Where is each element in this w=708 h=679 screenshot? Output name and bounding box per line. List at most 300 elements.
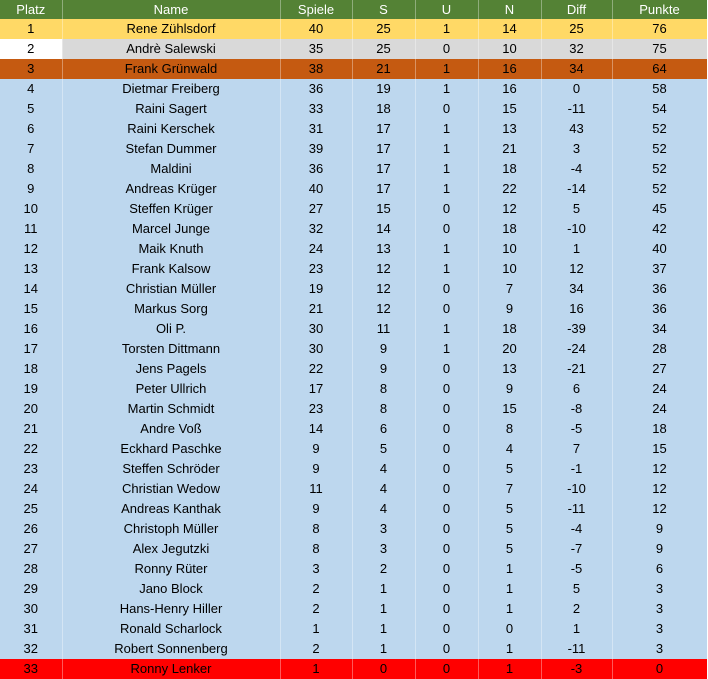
- cell-name: Andreas Kanthak: [62, 499, 280, 519]
- cell-platz: 23: [0, 459, 62, 479]
- cell-s: 5: [352, 439, 415, 459]
- cell-u: 0: [415, 579, 478, 599]
- cell-spiele: 8: [280, 539, 352, 559]
- cell-n: 10: [478, 259, 541, 279]
- cell-u: 1: [415, 319, 478, 339]
- header-name: Name: [62, 0, 280, 19]
- table-row: [0, 599, 707, 619]
- cell-u: 0: [415, 559, 478, 579]
- cell-diff: 3: [541, 139, 612, 159]
- cell-diff: -10: [541, 219, 612, 239]
- cell-s: 21: [352, 59, 415, 79]
- cell-name: Steffen Krüger: [62, 199, 280, 219]
- table-row: [0, 159, 707, 179]
- cell-name: Eckhard Paschke: [62, 439, 280, 459]
- cell-s: 25: [352, 19, 415, 39]
- cell-spiele: 22: [280, 359, 352, 379]
- cell-name: Rene Zühlsdorf: [62, 19, 280, 39]
- cell-s: 4: [352, 499, 415, 519]
- cell-spiele: 30: [280, 319, 352, 339]
- cell-s: 17: [352, 119, 415, 139]
- cell-s: 3: [352, 519, 415, 539]
- cell-punkte: 52: [612, 119, 707, 139]
- cell-platz: 8: [0, 159, 62, 179]
- cell-diff: 5: [541, 199, 612, 219]
- cell-name: Raini Kerschek: [62, 119, 280, 139]
- cell-spiele: 30: [280, 339, 352, 359]
- cell-punkte: 34: [612, 319, 707, 339]
- cell-punkte: 45: [612, 199, 707, 219]
- cell-punkte: 52: [612, 159, 707, 179]
- cell-spiele: 1: [280, 619, 352, 639]
- cell-s: 9: [352, 339, 415, 359]
- cell-spiele: 9: [280, 459, 352, 479]
- cell-u: 0: [415, 659, 478, 679]
- table-row: [0, 379, 707, 399]
- cell-punkte: 12: [612, 479, 707, 499]
- cell-u: 0: [415, 419, 478, 439]
- cell-punkte: 36: [612, 299, 707, 319]
- cell-u: 0: [415, 519, 478, 539]
- cell-u: 0: [415, 219, 478, 239]
- cell-s: 8: [352, 399, 415, 419]
- cell-u: 1: [415, 339, 478, 359]
- table-row: [0, 459, 707, 479]
- cell-punkte: 36: [612, 279, 707, 299]
- cell-n: 13: [478, 119, 541, 139]
- cell-u: 1: [415, 119, 478, 139]
- header-punkte: Punkte: [612, 0, 707, 19]
- cell-name: Maldini: [62, 159, 280, 179]
- cell-diff: -4: [541, 159, 612, 179]
- cell-diff: 2: [541, 599, 612, 619]
- table-row: [0, 19, 707, 39]
- cell-platz: 17: [0, 339, 62, 359]
- cell-u: 0: [415, 479, 478, 499]
- cell-u: 1: [415, 179, 478, 199]
- cell-platz: 20: [0, 399, 62, 419]
- cell-platz: 11: [0, 219, 62, 239]
- cell-s: 1: [352, 579, 415, 599]
- cell-u: 0: [415, 619, 478, 639]
- cell-n: 18: [478, 219, 541, 239]
- cell-name: Andre Voß: [62, 419, 280, 439]
- cell-n: 7: [478, 279, 541, 299]
- cell-diff: -24: [541, 339, 612, 359]
- cell-spiele: 36: [280, 79, 352, 99]
- cell-s: 14: [352, 219, 415, 239]
- cell-spiele: 2: [280, 579, 352, 599]
- cell-spiele: 24: [280, 239, 352, 259]
- cell-spiele: 23: [280, 399, 352, 419]
- cell-name: Robert Sonnenberg: [62, 639, 280, 659]
- table-row: [0, 319, 707, 339]
- cell-platz: 6: [0, 119, 62, 139]
- cell-s: 15: [352, 199, 415, 219]
- cell-diff: -21: [541, 359, 612, 379]
- cell-name: Christian Müller: [62, 279, 280, 299]
- cell-u: 1: [415, 259, 478, 279]
- cell-s: 12: [352, 279, 415, 299]
- cell-u: 1: [415, 19, 478, 39]
- cell-s: 3: [352, 539, 415, 559]
- cell-n: 16: [478, 79, 541, 99]
- cell-diff: 43: [541, 119, 612, 139]
- cell-s: 17: [352, 159, 415, 179]
- cell-spiele: 2: [280, 639, 352, 659]
- cell-platz: 16: [0, 319, 62, 339]
- cell-n: 15: [478, 99, 541, 119]
- table-row: [0, 79, 707, 99]
- cell-u: 0: [415, 299, 478, 319]
- cell-n: 7: [478, 479, 541, 499]
- cell-diff: -3: [541, 659, 612, 679]
- cell-n: 9: [478, 299, 541, 319]
- cell-punkte: 75: [612, 39, 707, 59]
- cell-punkte: 12: [612, 459, 707, 479]
- cell-platz: 1: [0, 19, 62, 39]
- cell-name: Christoph Müller: [62, 519, 280, 539]
- cell-platz: 21: [0, 419, 62, 439]
- cell-u: 0: [415, 199, 478, 219]
- cell-punkte: 52: [612, 139, 707, 159]
- cell-punkte: 27: [612, 359, 707, 379]
- cell-platz: 24: [0, 479, 62, 499]
- cell-platz: 22: [0, 439, 62, 459]
- cell-spiele: 32: [280, 219, 352, 239]
- cell-n: 5: [478, 519, 541, 539]
- cell-spiele: 3: [280, 559, 352, 579]
- cell-n: 10: [478, 39, 541, 59]
- cell-u: 0: [415, 359, 478, 379]
- cell-spiele: 39: [280, 139, 352, 159]
- cell-name: Maik Knuth: [62, 239, 280, 259]
- cell-platz: 18: [0, 359, 62, 379]
- table-row: [0, 299, 707, 319]
- cell-name: Ronald Scharlock: [62, 619, 280, 639]
- cell-spiele: 23: [280, 259, 352, 279]
- cell-u: 0: [415, 279, 478, 299]
- cell-punkte: 3: [612, 579, 707, 599]
- cell-platz: 32: [0, 639, 62, 659]
- cell-s: 4: [352, 479, 415, 499]
- cell-punkte: 58: [612, 79, 707, 99]
- table-row: [0, 339, 707, 359]
- cell-u: 0: [415, 499, 478, 519]
- table-row: [0, 39, 707, 59]
- cell-n: 10: [478, 239, 541, 259]
- table-row: [0, 119, 707, 139]
- cell-s: 25: [352, 39, 415, 59]
- cell-s: 6: [352, 419, 415, 439]
- cell-s: 8: [352, 379, 415, 399]
- cell-n: 1: [478, 639, 541, 659]
- cell-u: 0: [415, 439, 478, 459]
- cell-s: 18: [352, 99, 415, 119]
- cell-punkte: 6: [612, 559, 707, 579]
- cell-s: 0: [352, 659, 415, 679]
- cell-punkte: 28: [612, 339, 707, 359]
- cell-diff: 34: [541, 279, 612, 299]
- cell-diff: 7: [541, 439, 612, 459]
- table-row: [0, 639, 707, 659]
- cell-n: 9: [478, 379, 541, 399]
- cell-punkte: 24: [612, 399, 707, 419]
- cell-u: 1: [415, 59, 478, 79]
- cell-s: 2: [352, 559, 415, 579]
- cell-punkte: 54: [612, 99, 707, 119]
- cell-punkte: 76: [612, 19, 707, 39]
- cell-s: 13: [352, 239, 415, 259]
- table-row: [0, 59, 707, 79]
- header-n: N: [478, 0, 541, 19]
- cell-punkte: 52: [612, 179, 707, 199]
- cell-punkte: 64: [612, 59, 707, 79]
- table-row: [0, 399, 707, 419]
- table-row: [0, 359, 707, 379]
- table-row: [0, 499, 707, 519]
- cell-punkte: 9: [612, 539, 707, 559]
- header-row: [0, 0, 707, 19]
- cell-n: 22: [478, 179, 541, 199]
- cell-diff: -11: [541, 99, 612, 119]
- cell-s: 1: [352, 639, 415, 659]
- cell-spiele: 1: [280, 659, 352, 679]
- cell-platz: 12: [0, 239, 62, 259]
- cell-platz: 28: [0, 559, 62, 579]
- cell-s: 9: [352, 359, 415, 379]
- cell-platz: 19: [0, 379, 62, 399]
- cell-u: 0: [415, 599, 478, 619]
- table-row: [0, 479, 707, 499]
- cell-diff: 5: [541, 579, 612, 599]
- cell-diff: 1: [541, 619, 612, 639]
- cell-name: Christian Wedow: [62, 479, 280, 499]
- cell-n: 12: [478, 199, 541, 219]
- table-row: [0, 139, 707, 159]
- cell-u: 1: [415, 239, 478, 259]
- table-row: [0, 579, 707, 599]
- cell-diff: 16: [541, 299, 612, 319]
- cell-name: Steffen Schröder: [62, 459, 280, 479]
- cell-n: 15: [478, 399, 541, 419]
- cell-s: 1: [352, 619, 415, 639]
- cell-spiele: 38: [280, 59, 352, 79]
- table-row: [0, 439, 707, 459]
- cell-punkte: 3: [612, 599, 707, 619]
- cell-diff: -14: [541, 179, 612, 199]
- cell-diff: -5: [541, 419, 612, 439]
- cell-name: Raini Sagert: [62, 99, 280, 119]
- cell-diff: 12: [541, 259, 612, 279]
- cell-u: 1: [415, 79, 478, 99]
- cell-diff: 1: [541, 239, 612, 259]
- cell-spiele: 19: [280, 279, 352, 299]
- cell-spiele: 21: [280, 299, 352, 319]
- cell-name: Frank Grünwald: [62, 59, 280, 79]
- cell-spiele: 9: [280, 439, 352, 459]
- cell-n: 18: [478, 319, 541, 339]
- cell-n: 5: [478, 499, 541, 519]
- table-row: [0, 199, 707, 219]
- cell-s: 19: [352, 79, 415, 99]
- cell-n: 1: [478, 559, 541, 579]
- cell-platz: 13: [0, 259, 62, 279]
- cell-name: Oli P.: [62, 319, 280, 339]
- cell-name: Markus Sorg: [62, 299, 280, 319]
- cell-platz: 30: [0, 599, 62, 619]
- cell-s: 12: [352, 299, 415, 319]
- cell-u: 1: [415, 139, 478, 159]
- cell-platz: 15: [0, 299, 62, 319]
- cell-name: Jens Pagels: [62, 359, 280, 379]
- cell-name: Ronny Lenker: [62, 659, 280, 679]
- table-row: [0, 179, 707, 199]
- cell-platz: 5: [0, 99, 62, 119]
- table-row: [0, 559, 707, 579]
- cell-name: Frank Kalsow: [62, 259, 280, 279]
- cell-punkte: 9: [612, 519, 707, 539]
- cell-n: 16: [478, 59, 541, 79]
- header-u: U: [415, 0, 478, 19]
- cell-platz: 3: [0, 59, 62, 79]
- cell-s: 17: [352, 139, 415, 159]
- cell-platz: 33: [0, 659, 62, 679]
- cell-diff: -11: [541, 499, 612, 519]
- cell-n: 5: [478, 539, 541, 559]
- cell-diff: -5: [541, 559, 612, 579]
- cell-u: 0: [415, 399, 478, 419]
- cell-s: 11: [352, 319, 415, 339]
- cell-u: 0: [415, 39, 478, 59]
- cell-n: 1: [478, 599, 541, 619]
- cell-spiele: 35: [280, 39, 352, 59]
- cell-name: Dietmar Freiberg: [62, 79, 280, 99]
- cell-n: 20: [478, 339, 541, 359]
- cell-punkte: 37: [612, 259, 707, 279]
- cell-n: 18: [478, 159, 541, 179]
- table-row: [0, 419, 707, 439]
- cell-name: Stefan Dummer: [62, 139, 280, 159]
- cell-diff: -8: [541, 399, 612, 419]
- cell-name: Jano Block: [62, 579, 280, 599]
- cell-punkte: 15: [612, 439, 707, 459]
- cell-punkte: 3: [612, 639, 707, 659]
- cell-punkte: 40: [612, 239, 707, 259]
- cell-n: 1: [478, 579, 541, 599]
- cell-platz: 2: [0, 39, 62, 59]
- table-row: [0, 619, 707, 639]
- header-platz: Platz: [0, 0, 62, 19]
- cell-diff: 25: [541, 19, 612, 39]
- cell-punkte: 18: [612, 419, 707, 439]
- cell-spiele: 2: [280, 599, 352, 619]
- cell-platz: 29: [0, 579, 62, 599]
- cell-punkte: 3: [612, 619, 707, 639]
- cell-u: 0: [415, 539, 478, 559]
- cell-diff: -7: [541, 539, 612, 559]
- table-row: [0, 219, 707, 239]
- cell-punkte: 12: [612, 499, 707, 519]
- cell-punkte: 0: [612, 659, 707, 679]
- cell-name: Andreas Krüger: [62, 179, 280, 199]
- cell-spiele: 33: [280, 99, 352, 119]
- cell-diff: -4: [541, 519, 612, 539]
- table-row: [0, 279, 707, 299]
- table-row: [0, 99, 707, 119]
- cell-diff: -11: [541, 639, 612, 659]
- cell-name: Peter Ullrich: [62, 379, 280, 399]
- cell-n: 4: [478, 439, 541, 459]
- standings-body: [0, 19, 707, 679]
- table-row: [0, 519, 707, 539]
- cell-punkte: 42: [612, 219, 707, 239]
- cell-spiele: 11: [280, 479, 352, 499]
- cell-diff: -39: [541, 319, 612, 339]
- cell-platz: 31: [0, 619, 62, 639]
- cell-u: 0: [415, 459, 478, 479]
- cell-spiele: 27: [280, 199, 352, 219]
- cell-platz: 25: [0, 499, 62, 519]
- cell-name: Marcel Junge: [62, 219, 280, 239]
- cell-n: 0: [478, 619, 541, 639]
- cell-n: 13: [478, 359, 541, 379]
- cell-diff: 0: [541, 79, 612, 99]
- cell-n: 5: [478, 459, 541, 479]
- cell-name: Martin Schmidt: [62, 399, 280, 419]
- cell-name: Hans-Henry Hiller: [62, 599, 280, 619]
- cell-spiele: 31: [280, 119, 352, 139]
- cell-platz: 26: [0, 519, 62, 539]
- cell-platz: 10: [0, 199, 62, 219]
- cell-n: 1: [478, 659, 541, 679]
- cell-punkte: 24: [612, 379, 707, 399]
- cell-platz: 14: [0, 279, 62, 299]
- cell-platz: 4: [0, 79, 62, 99]
- cell-diff: -1: [541, 459, 612, 479]
- cell-n: 21: [478, 139, 541, 159]
- cell-u: 0: [415, 99, 478, 119]
- cell-name: Ronny Rüter: [62, 559, 280, 579]
- cell-spiele: 40: [280, 19, 352, 39]
- cell-s: 17: [352, 179, 415, 199]
- cell-platz: 27: [0, 539, 62, 559]
- cell-diff: -10: [541, 479, 612, 499]
- cell-spiele: 9: [280, 499, 352, 519]
- cell-n: 8: [478, 419, 541, 439]
- table-row: [0, 539, 707, 559]
- cell-s: 1: [352, 599, 415, 619]
- cell-s: 12: [352, 259, 415, 279]
- cell-diff: 34: [541, 59, 612, 79]
- header-spiele: Spiele: [280, 0, 352, 19]
- header-s: S: [352, 0, 415, 19]
- cell-name: Torsten Dittmann: [62, 339, 280, 359]
- cell-name: Alex Jegutzki: [62, 539, 280, 559]
- cell-diff: 32: [541, 39, 612, 59]
- table-row: [0, 259, 707, 279]
- cell-n: 14: [478, 19, 541, 39]
- cell-u: 1: [415, 159, 478, 179]
- cell-s: 4: [352, 459, 415, 479]
- cell-spiele: 14: [280, 419, 352, 439]
- cell-spiele: 17: [280, 379, 352, 399]
- cell-spiele: 40: [280, 179, 352, 199]
- header-diff: Diff: [541, 0, 612, 19]
- cell-spiele: 36: [280, 159, 352, 179]
- cell-spiele: 8: [280, 519, 352, 539]
- cell-name: Andrè Salewski: [62, 39, 280, 59]
